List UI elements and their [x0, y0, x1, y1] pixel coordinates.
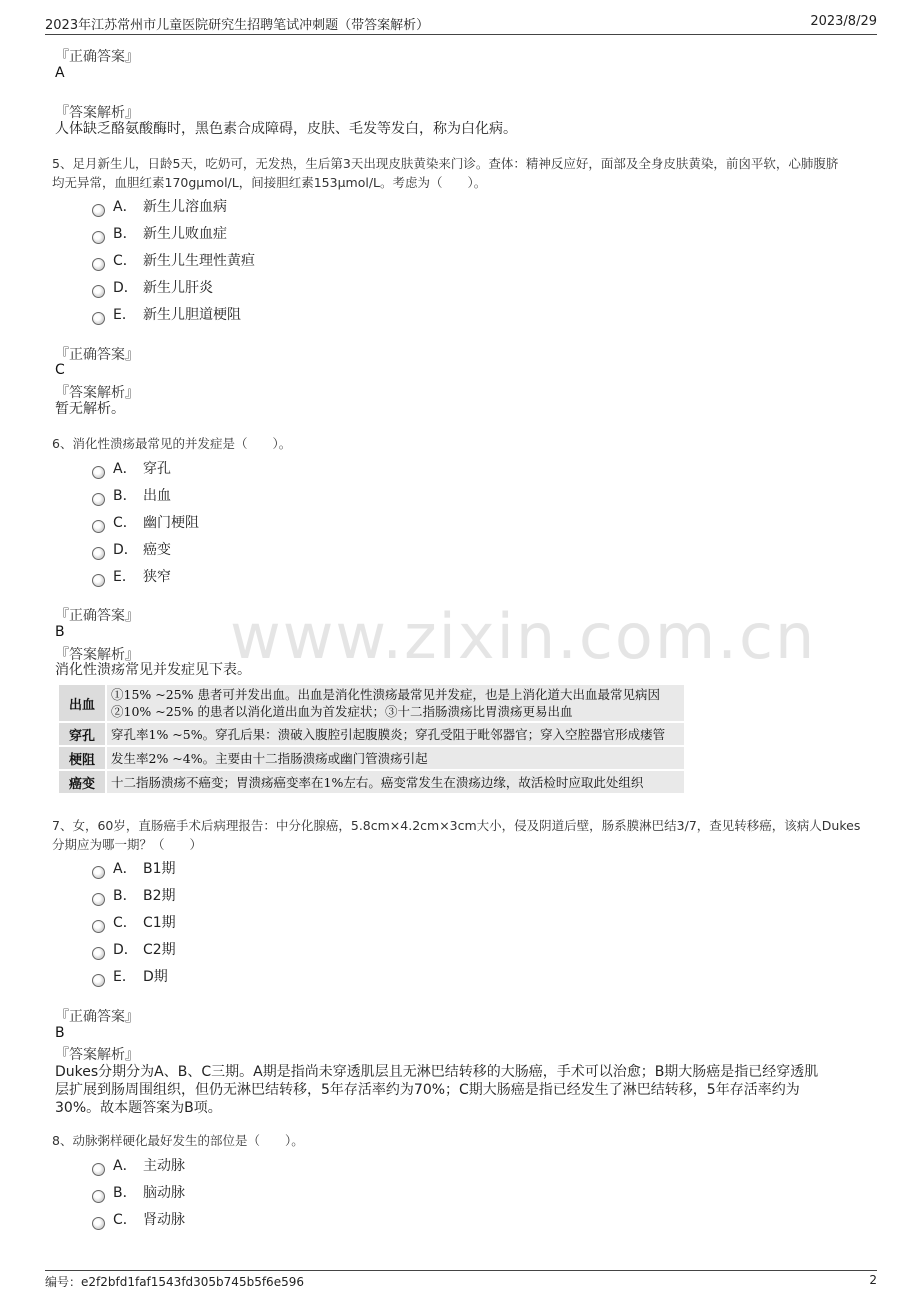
option-c[interactable]: C． 新生儿生理性黄疸	[92, 250, 255, 270]
option-c[interactable]: C． 肾动脉	[92, 1209, 185, 1229]
option-e[interactable]: E． 新生儿胆道梗阻	[92, 304, 241, 324]
option-a[interactable]: A． 穿孔	[92, 458, 171, 478]
watermark: www.zixin.com.cn	[230, 600, 817, 673]
radio-icon[interactable]	[92, 258, 105, 271]
radio-icon[interactable]	[92, 466, 105, 479]
radio-icon[interactable]	[92, 547, 105, 560]
radio-icon[interactable]	[92, 1163, 105, 1176]
table-cell-value: 发生率2% ~4%。主要由十二指肠溃疡或幽门管溃疡引起	[106, 746, 685, 770]
correct-answer-label: 『正确答案』	[55, 347, 139, 363]
radio-icon[interactable]	[92, 574, 105, 587]
analysis-text: 30%。故本题答案为B项。	[55, 1100, 222, 1116]
table-row	[58, 684, 685, 722]
question-stem: 分期应为哪一期？（ ）	[52, 837, 203, 852]
option-b[interactable]: B． 脑动脉	[92, 1182, 185, 1202]
radio-icon[interactable]	[92, 1217, 105, 1230]
correct-answer: A	[55, 65, 65, 81]
radio-icon[interactable]	[92, 204, 105, 217]
document-code: 编号：e2f2bfd1faf1543fd305b745b5f6e596	[45, 1275, 304, 1289]
radio-icon[interactable]	[92, 285, 105, 298]
question-stem: 5、足月新生儿，日龄5天，吃奶可，无发热，生后第3天出现皮肤黄染来门诊。查体：精神反应好，面部及全身皮肤黄染，前囟平软，心肺腹脐	[52, 156, 839, 171]
page-number: 2	[869, 1273, 877, 1287]
analysis-label: 『答案解析』	[55, 1047, 139, 1063]
question-stem: 6、消化性溃疡最常见的并发症是（ ）。	[52, 436, 292, 451]
correct-answer: B	[55, 1025, 65, 1041]
radio-icon[interactable]	[92, 893, 105, 906]
table-cell-key: 癌变	[58, 770, 106, 794]
correct-answer-label: 『正确答案』	[55, 608, 139, 624]
table-cell-line: ①15% ~25% 患者可并发出血。出血是消化性溃疡最常见并发症，也是上消化道大出血最常见病因	[111, 687, 660, 702]
analysis-label: 『答案解析』	[55, 647, 139, 663]
table-cell-key: 穿孔	[58, 722, 106, 746]
correct-answer-label: 『正确答案』	[55, 49, 139, 65]
question-stem: 均无异常，血胆红素170gμmol/L，间接胆红素153μmol/L。考虑为（ ）。	[52, 175, 487, 190]
radio-icon[interactable]	[92, 947, 105, 960]
header-date: 2023/8/29	[810, 14, 877, 29]
table-cell-line: ②10% ~25% 的患者以消化道出血为首发症状；③十二指肠溃疡比胃溃疡更易出血	[111, 704, 573, 719]
analysis-text: Dukes分期分为A、B、C三期。A期是指尚未穿透肌层且无淋巴结转移的大肠癌，手术可以治愈；B期大肠癌是指已经穿透肌	[55, 1064, 819, 1080]
option-b[interactable]: B． B2期	[92, 885, 176, 905]
option-d[interactable]: D． 新生儿肝炎	[92, 277, 213, 297]
analysis-text: 暂无解析。	[55, 401, 125, 417]
option-a[interactable]: A． 主动脉	[92, 1155, 185, 1175]
option-c[interactable]: C． 幽门梗阻	[92, 512, 199, 532]
option-d[interactable]: D． 癌变	[92, 539, 171, 559]
page-header	[45, 12, 877, 35]
radio-icon[interactable]	[92, 520, 105, 533]
option-e[interactable]: E． D期	[92, 966, 168, 986]
table-row	[58, 722, 685, 746]
option-b[interactable]: B． 出血	[92, 485, 171, 505]
radio-icon[interactable]	[92, 974, 105, 987]
table-cell-value: 穿孔率1% ~5%。穿孔后果：溃破入腹腔引起腹膜炎；穿孔受阻于毗邻器官；穿入空腔器官形成瘘管	[106, 722, 685, 746]
page-footer	[45, 1270, 877, 1289]
correct-answer: B	[55, 624, 65, 640]
table-row	[58, 770, 685, 794]
option-a[interactable]: A． B1期	[92, 858, 176, 878]
option-c[interactable]: C． C1期	[92, 912, 176, 932]
option-b[interactable]: B． 新生儿败血症	[92, 223, 227, 243]
correct-answer: C	[55, 362, 65, 378]
header-title: 2023年江苏常州市儿童医院研究生招聘笔试冲刺题（带答案解析）	[45, 18, 430, 33]
table-cell-key: 出血	[58, 684, 106, 722]
radio-icon[interactable]	[92, 866, 105, 879]
option-e[interactable]: E． 狭窄	[92, 566, 171, 586]
analysis-label: 『答案解析』	[55, 105, 139, 121]
option-d[interactable]: D． C2期	[92, 939, 176, 959]
analysis-text: 人体缺乏酪氨酸酶时，黑色素合成障碍，皮肤、毛发等发白，称为白化病。	[55, 121, 517, 137]
option-a[interactable]: A． 新生儿溶血病	[92, 196, 227, 216]
radio-icon[interactable]	[92, 920, 105, 933]
question-stem: 8、动脉粥样硬化最好发生的部位是（ ）。	[52, 1133, 304, 1148]
table-cell-key: 梗阻	[58, 746, 106, 770]
table-row	[58, 746, 685, 770]
table-cell-value	[106, 684, 685, 722]
radio-icon[interactable]	[92, 312, 105, 325]
radio-icon[interactable]	[92, 1190, 105, 1203]
analysis-label: 『答案解析』	[55, 385, 139, 401]
table-cell-value: 十二指肠溃疡不癌变；胃溃疡癌变率在1%左右。癌变常发生在溃疡边缘，故活检时应取此处组织	[106, 770, 685, 794]
complications-table	[57, 683, 686, 795]
correct-answer-label: 『正确答案』	[55, 1009, 139, 1025]
radio-icon[interactable]	[92, 493, 105, 506]
analysis-text: 消化性溃疡常见并发症见下表。	[55, 662, 251, 678]
question-stem: 7、女，60岁，直肠癌手术后病理报告：中分化腺癌，5.8cm×4.2cm×3cm大小，侵及阴道后壁，肠系膜淋巴结3/7，查见转移癌，该病人Dukes	[52, 818, 861, 833]
analysis-text: 层扩展到肠周围组织，但仍无淋巴结转移，5年存活率约为70%；C期大肠癌是指已经发生了淋巴结转移，5年存活率约为	[55, 1082, 800, 1098]
radio-icon[interactable]	[92, 231, 105, 244]
